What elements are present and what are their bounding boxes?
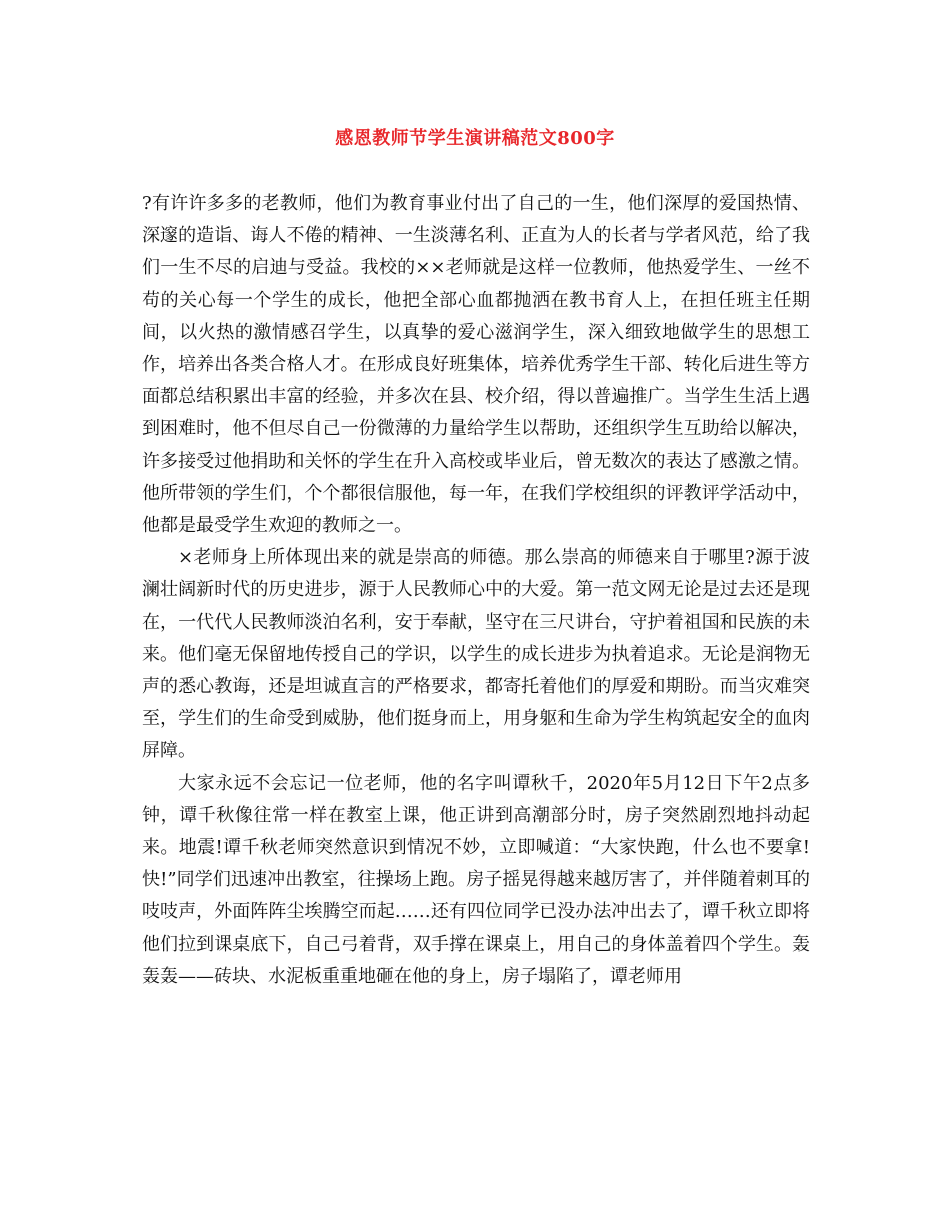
document-title: 感恩教师节学生演讲稿范文800字	[335, 128, 615, 149]
paragraph-1: ?有许许多多的老教师，他们为教育事业付出了自己的一生，他们深厚的爱国热情、深邃的造诣、诲人不倦的精神、一生淡薄名利、正直为人的长者与学者风范，给了我们一生不尽的启迪与受益。我校的××老师就是这样一位教师，他热爱学生、一丝不苟的关心每一个学生的成长，他把全部心血都抛洒在教书育人上，在担任班主任期间，以火热的激情感召学生，以真挚的爱心滋润学生，深入细致地做学生的思想工作，培养出各类合格人才。在形成良好班集体，培养优秀学生干部、转化后进生等方面都总结积累出丰富的经验，并多次在县、校介绍，得以普遍推广。当学生生活上遇到困难时，他不但尽自己一份微薄的力量给学生以帮助，还组织学生互助给以解决，许多接受过他捐助和关怀的学生在升入高校或毕业后，曾无数次的表达了感激之情。他所带领的学生们，个个都很信服他，每一年，在我们学校组织的评教评学活动中，他都是最受学生欢迎的教师之一。	[142, 193, 810, 537]
document-body	[142, 188, 810, 993]
paragraph-2: ×老师身上所体现出来的就是崇高的师德。那么崇高的师德来自于哪里?源于波澜壮阔新时代的历史进步，源于人民教师心中的大爱。第一范文网无论是过去还是现在，一代代人民教师淡泊名利，安于奉献，坚守在三尺讲台，守护着祖国和民族的未来。他们毫无保留地传授自己的学识，以学生的成长进步为执着追求。无论是润物无声的悉心教诲，还是坦诚直言的严格要求，都寄托着他们的厚爱和期盼。而当灾难突至，学生们的生命受到威胁，他们挺身而上，用身躯和生命为学生构筑起安全的血肉屏障。	[142, 547, 810, 762]
paragraph-3: 大家永远不会忘记一位老师，他的名字叫谭秋千，2020年5月12日下午2点多钟，谭千秋像往常一样在教室上课，他正讲到高潮部分时，房子突然剧烈地抖动起来。地震!谭千秋老师突然意识到情况不妙，立即喊道：“大家快跑，什么也不要拿!快!”同学们迅速冲出教室，往操场上跑。房子摇晃得越来越厉害了，并伴随着刺耳的吱吱声，外面阵阵尘埃腾空而起……还有四位同学已没办法冲出去了，谭千秋立即将他们拉到课桌底下，自己弓着背，双手撑在课桌上，用自己的身体盖着四个学生。轰轰轰——砖块、水泥板重重地砸在他的身上，房子塌陷了，谭老师用	[142, 772, 810, 987]
